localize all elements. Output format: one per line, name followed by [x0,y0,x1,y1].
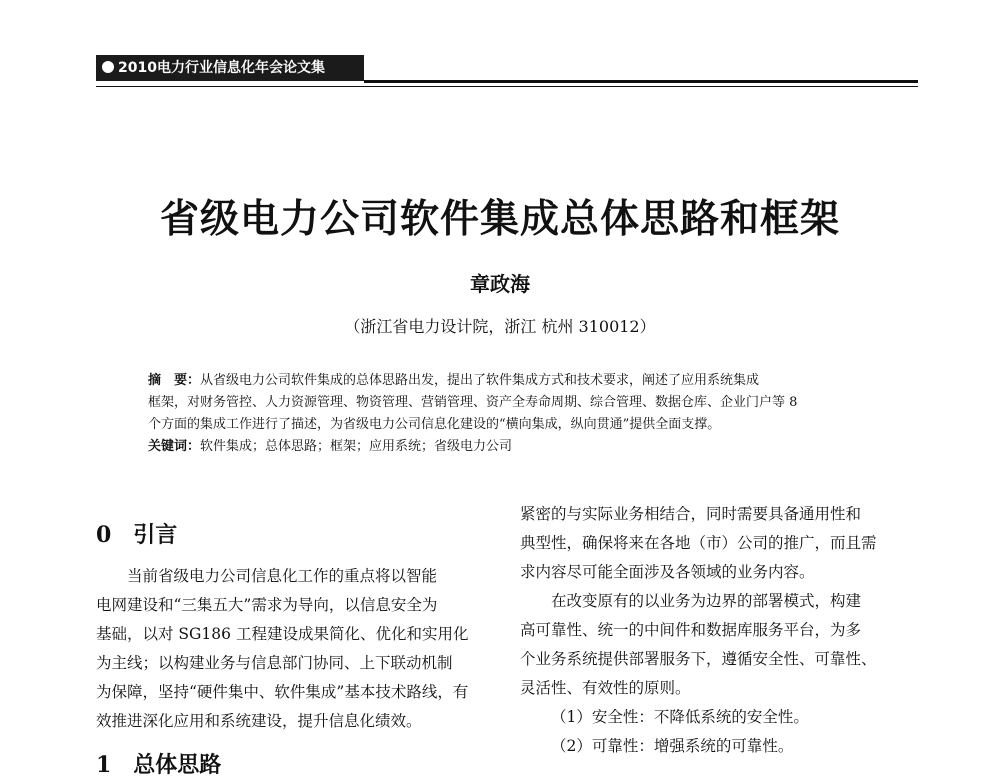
logo-icon [102,61,114,73]
running-header-text: 2010电力行业信息化年会论文集 [118,60,325,76]
section-heading: 0 引言 [96,522,178,548]
body-line: 为保障，坚持“硬件集中、软件集成”基本技术路线，有 [96,683,469,701]
abstract-line: 个方面的集成工作进行了描述，为省级电力公司信息化建设的“横向集成，纵向贯通”提供全面支撑。 [148,417,721,432]
paper-author: 章政海 [470,272,530,296]
body-line: 效推进深化应用和系统建设，提升信息化绩效。 [96,712,422,730]
header-rule-thick [364,80,918,83]
body-line: （2）可靠性：增强系统的可靠性。 [551,737,794,755]
body-line: 当前省级电力公司信息化工作的重点将以智能 [127,567,438,585]
body-line: 电网建设和“三集五大”需求为导向，以信息安全为 [96,596,438,614]
abstract-line: 摘 要：从省级电力公司软件集成的总体思路出发，提出了软件集成方式和技术要求，阐述了应用系统集成 [148,373,760,388]
body-line: 个业务系统提供部署服务下，遵循安全性、可靠性、 [520,650,877,668]
abstract-line: 框架，对财务管控、人力资源管理、物资管理、营销管理、资产全寿命周期、综合管理、数据仓库、企业门户等 8 [148,395,798,410]
body-line: 在改变原有的以业务为边界的部署模式，构建 [551,592,862,610]
header-rule-thin [96,86,918,87]
keywords-line [148,436,862,458]
running-header [96,55,364,81]
section-heading: 1 总体思路 [96,752,222,778]
body-line: 求内容尽可能全面涉及各领域的业务内容。 [520,563,815,581]
paper-title: 省级电力公司软件集成总体思路和框架 [159,196,840,242]
body-line: 灵活性、有效性的原则。 [520,679,691,697]
body-line: 紧密的与实际业务相结合，同时需要具备通用性和 [520,505,862,523]
keywords-label: 关键词： [148,439,201,454]
body-line: 高可靠性、统一的中间件和数据库服务平台，为多 [520,621,862,639]
abstract [148,370,862,458]
paper-affiliation: （浙江省电力设计院，浙江 杭州 310012） [344,317,656,336]
body-line: 为主线；以构建业务与信息部门协同、上下联动机制 [96,654,453,672]
abstract-label: 摘 要： [148,373,201,388]
keywords: 软件集成；总体思路；框架；应用系统；省级电力公司 [200,439,513,454]
left-column [96,562,493,736]
body-line: （1）安全性：不降低系统的安全性。 [551,708,809,726]
right-column [520,500,920,761]
body-line: 基础，以对 SG186 工程建设成果简化、优化和实用化 [96,625,469,643]
body-line: 典型性，确保将来在各地（市）公司的推广，而且需 [520,534,877,552]
